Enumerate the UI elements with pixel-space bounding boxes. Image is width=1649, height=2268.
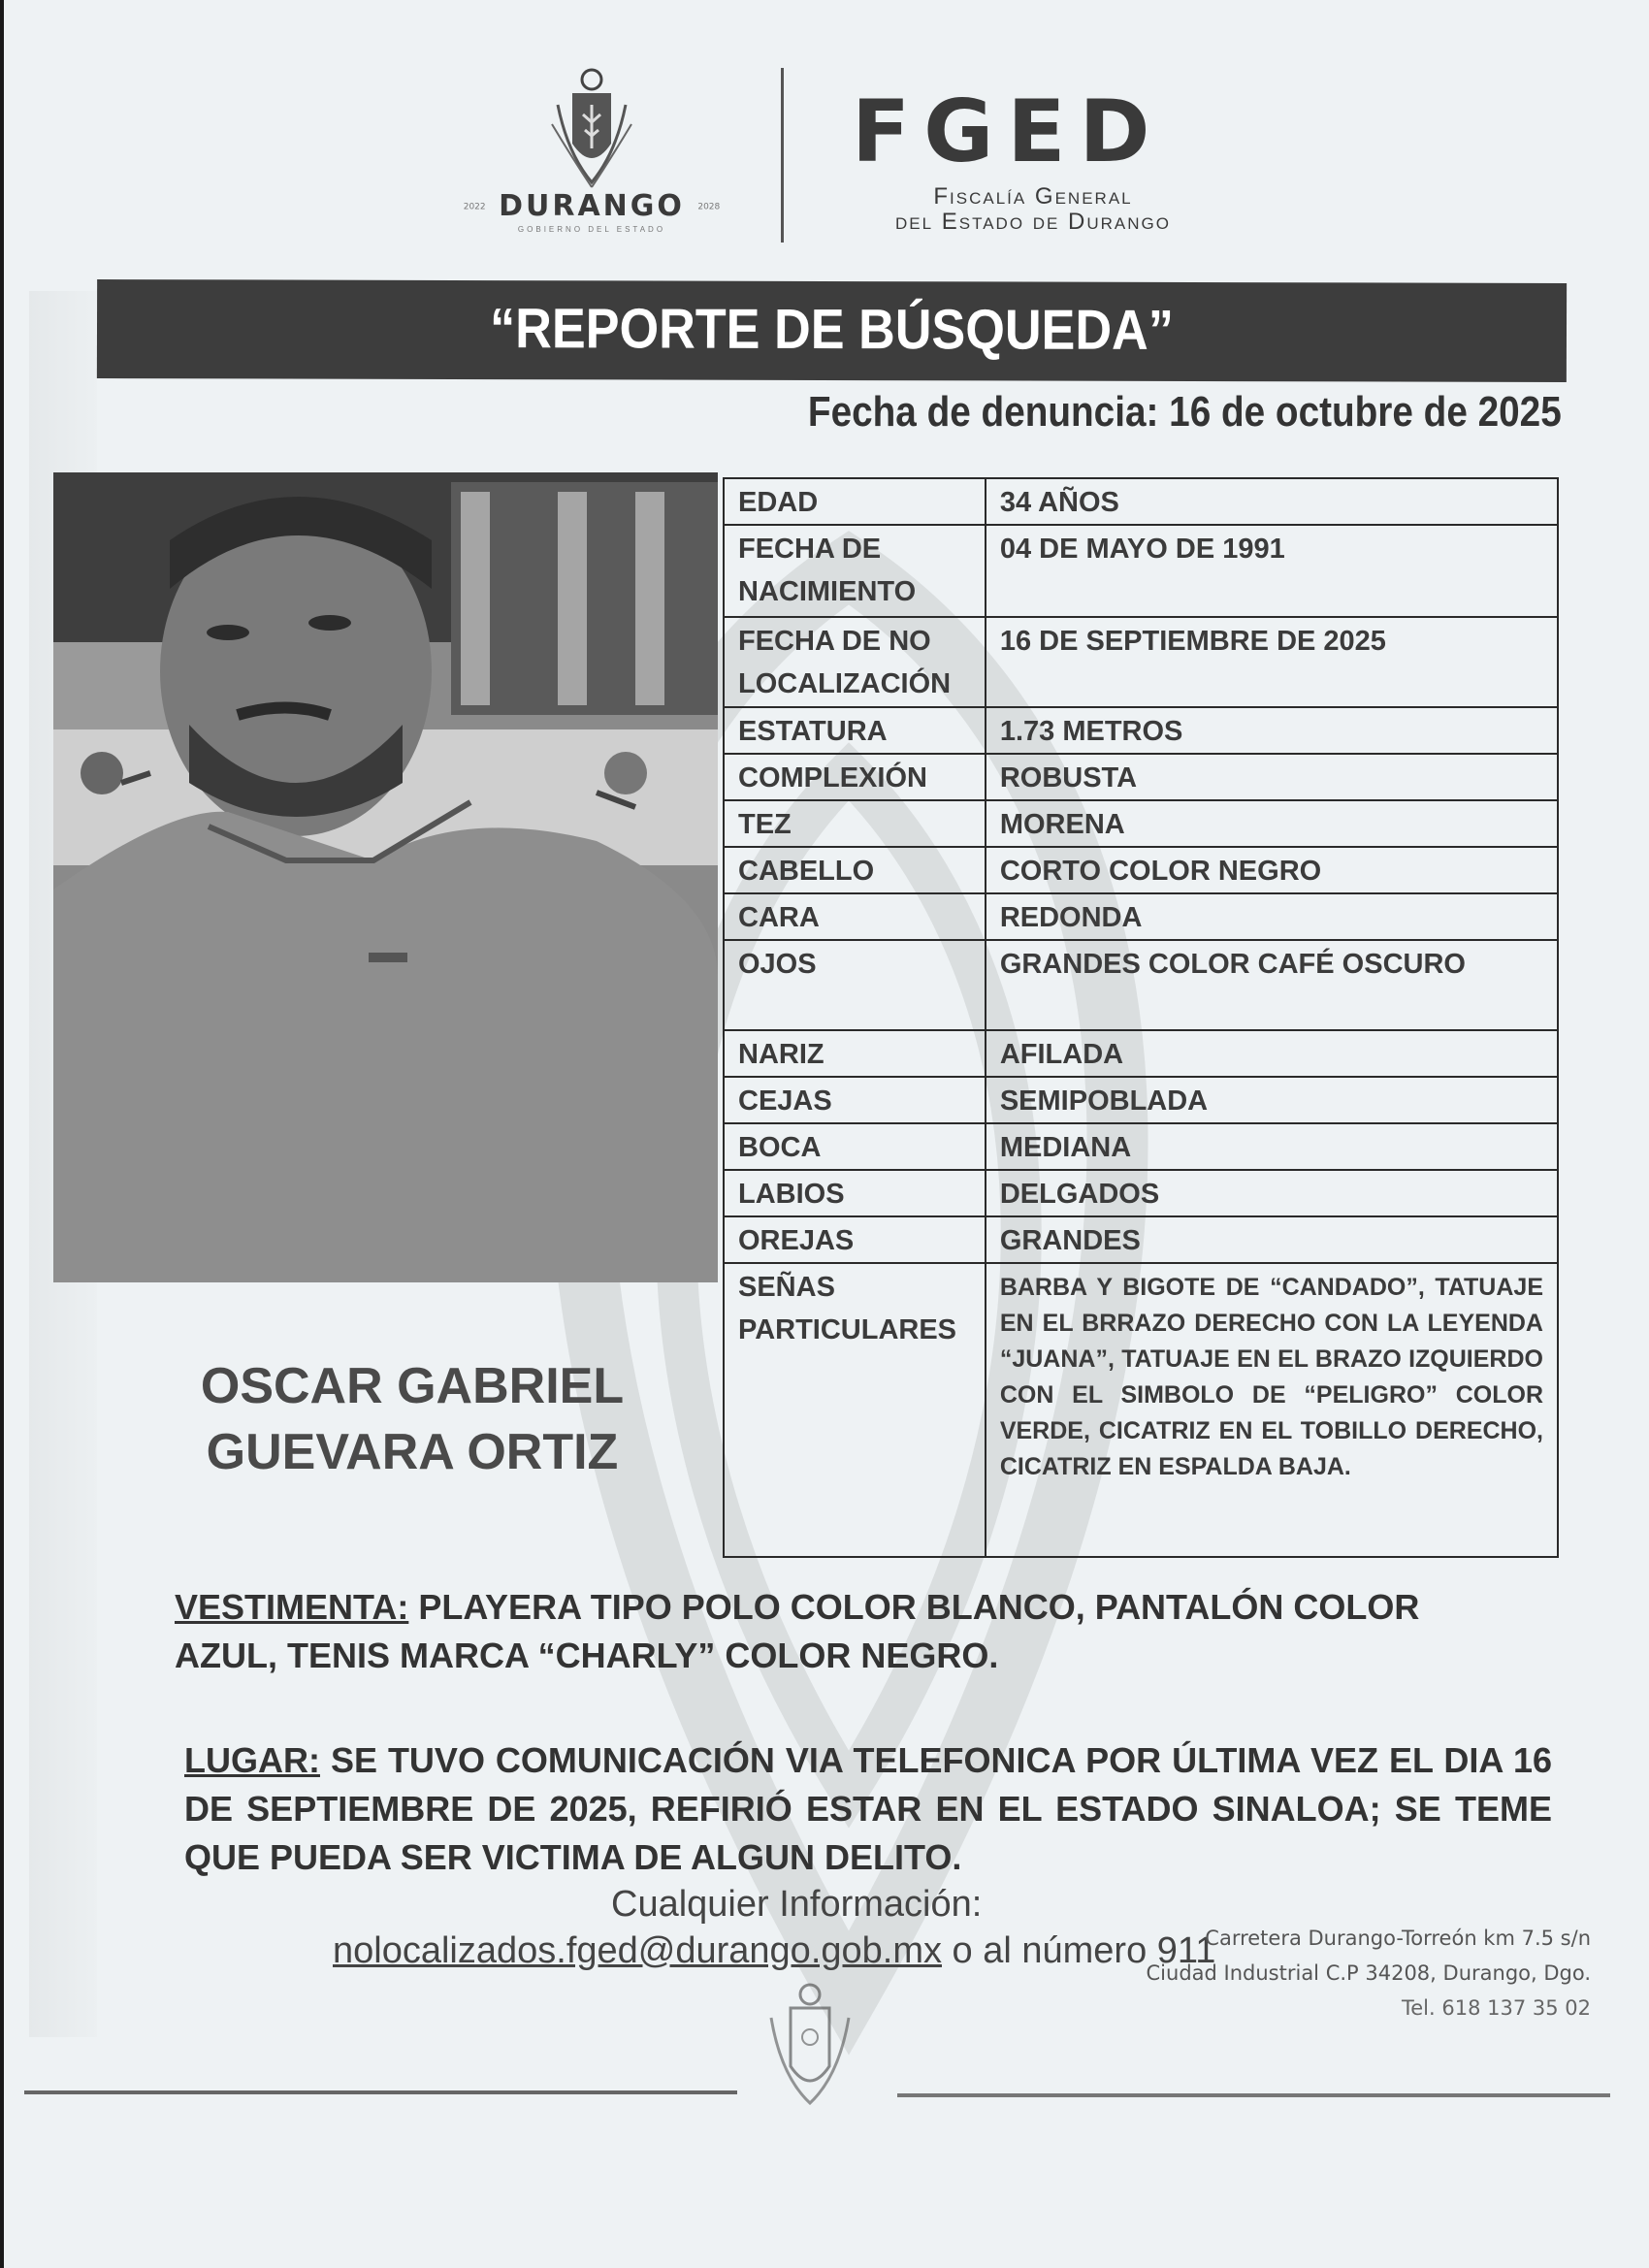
description-value: DELGADOS [986,1170,1558,1216]
description-row [724,1077,1558,1123]
contact-title: Cualquier Información: [611,1884,983,1925]
description-row [724,1170,1558,1216]
description-value: BARBA Y BIGOTE DE “CANDADO”, TATUAJE EN EL BRRAZO DERECHO CON LA LEYENDA “JUANA”, TATUAJE EN EL BRAZO IZQUIERDO CON EL SIMBOLO DE “PELIGRO” COLOR VERDE, CICATRIZ EN EL TOBILLO DERECHO, CICATRIZ EN ESPALDA BAJA. [986,1263,1558,1557]
description-value: 16 DE SEPTIEMBRE DE 2025 [986,617,1558,707]
description-row [724,1123,1558,1170]
person-photo [53,472,718,1282]
description-label: OJOS [724,940,986,1030]
description-row [724,617,1558,707]
description-value: ROBUSTA [986,754,1558,800]
contact-phone-text: o al número 911 [941,1930,1216,1971]
description-value: GRANDES [986,1216,1558,1263]
page-title: “REPORTE DE BÚSQUEDA” [490,297,1174,362]
logo-year-right: 2028 [697,202,721,212]
contact-email-link[interactable]: nolocalizados.fged@durango.gob.mx [333,1930,942,1971]
description-row [724,847,1558,893]
person-name-line2: GUEVARA ORTIZ [206,1424,619,1480]
description-value: AFILADA [986,1030,1558,1077]
address-line1: Carretera Durango-Torreón km 7.5 s/n [1205,1927,1591,1950]
description-value: 1.73 METROS [986,707,1558,754]
description-row [724,893,1558,940]
header-divider [781,68,784,243]
description-row [724,1263,1558,1557]
durango-crest-icon [548,66,635,192]
description-label: NARIZ [724,1030,986,1077]
description-value: MEDIANA [986,1123,1558,1170]
description-label: SEÑAS PARTICULARES [724,1263,986,1557]
description-label: BOCA [724,1123,986,1170]
logo-year-left: 2022 [463,202,486,212]
description-label: LABIOS [724,1170,986,1216]
person-name [146,1353,679,1485]
description-label: CARA [724,893,986,940]
title-banner [97,279,1567,382]
report-date: Fecha de denuncia: 16 de octubre de 2025 [808,388,1562,436]
person-photo-illustration [53,472,718,1282]
description-table [723,477,1559,1558]
description-label: EDAD [724,478,986,525]
scan-edge [0,0,4,2268]
footer-crest-icon [752,1979,868,2105]
clothing-paragraph [175,1583,1513,1680]
description-value: CORTO COLOR NEGRO [986,847,1558,893]
place-text: SE TUVO COMUNICACIÓN VIA TELEFONICA POR ÚLTIMA VEZ EL DIA 16 DE SEPTIEMBRE DE 2025, REFIRIÓ ESTAR EN EL ESTADO SINALOA; SE TEME QUE PUEDA SER VICTIMA DE ALGUN DELITO. [184,1740,1552,1877]
description-label: TEZ [724,800,986,847]
description-row [724,754,1558,800]
description-row [724,800,1558,847]
description-row [724,940,1558,1030]
logo-word: DURANGO [499,189,685,223]
description-label: COMPLEXIÓN [724,754,986,800]
description-value: 34 AÑOS [986,478,1558,525]
description-value: MORENA [986,800,1558,847]
logo-subtitle: GOBIERNO DEL ESTADO [517,225,666,234]
place-label: LUGAR: [184,1740,320,1780]
contact-line [333,1930,1215,1972]
description-row [724,478,1558,525]
description-label: FECHA DE NO LOCALIZACIÓN [724,617,986,707]
description-label: FECHA DE NACIMIENTO [724,525,986,617]
description-label: OREJAS [724,1216,986,1263]
description-row [724,525,1558,617]
address-line2: Ciudad Industrial C.P 34208, Durango, Dgo. [1146,1961,1591,1985]
description-label: ESTATURA [724,707,986,754]
agency-address [1147,1921,1591,2025]
footer-divider-left [24,2090,737,2094]
description-row [724,1030,1558,1077]
address-phone: Tel. 618 137 35 02 [1402,1996,1591,2020]
place-paragraph [184,1736,1552,1882]
description-value: GRANDES COLOR CAFÉ OSCURO [986,940,1558,1030]
footer-divider-right [897,2093,1610,2097]
agency-name-line2: del Estado de Durango [895,209,1171,236]
description-label: CABELLO [724,847,986,893]
description-value: REDONDA [986,893,1558,940]
description-row [724,1216,1558,1263]
description-value: SEMIPOBLADA [986,1077,1558,1123]
clothing-text: PLAYERA TIPO POLO COLOR BLANCO, PANTALÓN COLOR AZUL, TENIS MARCA “CHARLY” COLOR NEGRO. [175,1587,1420,1675]
person-name-line1: OSCAR GABRIEL [200,1358,625,1414]
clothing-label: VESTIMENTA: [175,1587,409,1627]
agency-acronym: FGED [852,81,1164,181]
agency-name [844,184,1222,236]
agency-name-line1: Fiscalía General [933,183,1133,210]
durango-state-logo [456,58,728,233]
description-row [724,707,1558,754]
durango-wordmark [456,189,728,223]
description-label: CEJAS [724,1077,986,1123]
description-value: 04 DE MAYO DE 1991 [986,525,1558,617]
